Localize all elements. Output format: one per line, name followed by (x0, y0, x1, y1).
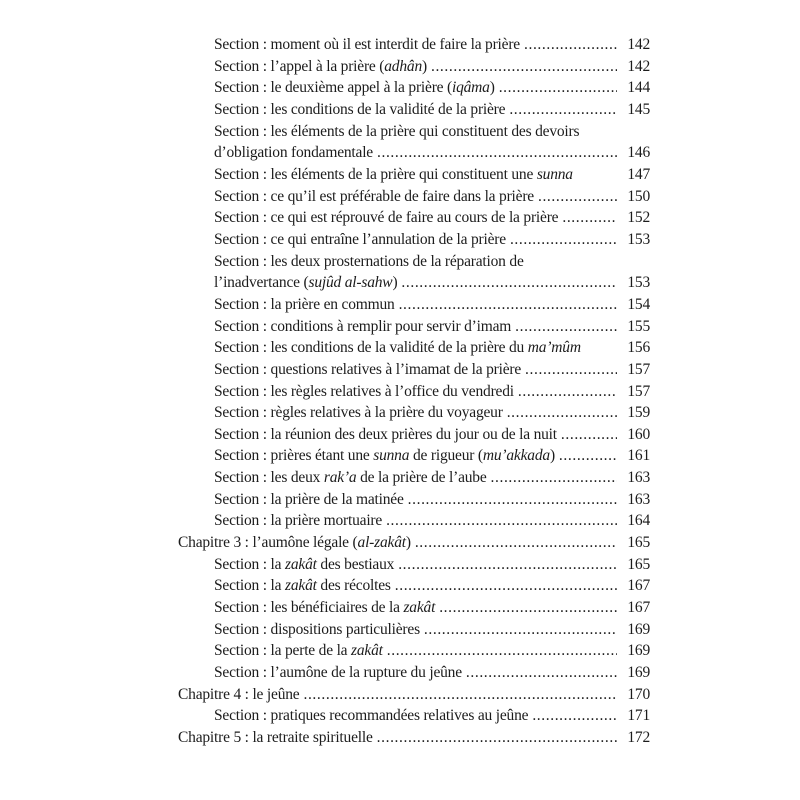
toc-page-number: 171 (627, 707, 650, 725)
toc-entry-text: Section : les conditions de la validité de la prière (214, 100, 506, 118)
toc-section-entry (178, 121, 650, 143)
toc-section-entry (178, 186, 650, 208)
toc-page-number: 165 (627, 534, 650, 552)
toc-page-number: 146 (627, 144, 650, 162)
dot-leader (491, 467, 617, 489)
dot-leader (408, 489, 617, 511)
dot-leader (538, 186, 617, 208)
toc-entry-text: Chapitre 3 : l’aumône légale (al-zakât) (178, 534, 411, 552)
toc-entry-text: Section : moment où il est interdit de faire la prière (214, 36, 520, 53)
toc-section-entry (178, 359, 650, 381)
toc-page-number: 157 (627, 360, 650, 378)
toc-entry-text: Section : questions relatives à l’imamat de la prière (214, 360, 522, 378)
dot-leader (377, 727, 617, 749)
toc-section-entry (178, 640, 650, 662)
toc-entry-text: Section : l’appel à la prière (adhân) (214, 57, 427, 75)
toc-section-entry (178, 164, 650, 186)
toc-page-number: 144 (627, 79, 650, 97)
toc-entry-text: Section : les éléments de la prière qui constituent des devoirs (214, 122, 580, 140)
toc-section-entry (178, 337, 650, 359)
dot-leader (399, 294, 617, 316)
toc-page-number: 156 (627, 339, 650, 357)
toc-page-number: 164 (627, 512, 650, 530)
dot-leader (386, 510, 617, 532)
toc-page-number: 167 (627, 577, 650, 595)
toc-page-number: 161 (627, 447, 650, 465)
dot-leader (415, 532, 617, 554)
toc-chapter-entry (178, 684, 650, 706)
toc-page-number: 169 (627, 664, 650, 682)
dot-leader (398, 554, 617, 576)
toc-section-entry (178, 510, 650, 532)
toc-entry-text: Section : pratiques recommandées relatives au jeûne (214, 707, 529, 725)
toc-page-number: 165 (627, 555, 650, 573)
toc-page-number: 169 (627, 620, 650, 638)
toc-page-number: 163 (627, 490, 650, 508)
toc-section-entry (178, 34, 650, 56)
toc-entry-text: Section : dispositions particulières (214, 620, 420, 638)
toc-section-entry (178, 554, 650, 576)
toc-section-entry (178, 99, 650, 121)
toc-entry-text: Chapitre 4 : le jeûne (178, 685, 300, 703)
table-of-contents (178, 34, 650, 749)
dot-leader (401, 272, 617, 294)
toc-entry-text: Section : l’aumône de la rupture du jeûne (214, 664, 462, 682)
toc-entry-text: Section : la prière de la matinée (214, 490, 404, 508)
dot-leader (532, 705, 617, 727)
toc-entry-text: Section : prières étant une sunna de rigueur (mu’akkada) (214, 447, 555, 465)
toc-section-entry (178, 489, 650, 511)
toc-page-number: 170 (627, 685, 650, 703)
dot-leader (303, 684, 617, 706)
toc-entry-text: Section : les règles relatives à l’office du vendredi (214, 382, 514, 400)
dot-leader (377, 142, 617, 164)
toc-chapter-entry (178, 532, 650, 554)
toc-entry-text: Section : ce qui entraîne l’annulation de la prière (214, 230, 506, 248)
toc-section-entry (178, 575, 650, 597)
toc-page-number: 154 (627, 295, 650, 313)
toc-page-number: 153 (627, 274, 650, 292)
toc-page-number: 163 (627, 469, 650, 487)
toc-page-number: 169 (627, 642, 650, 660)
toc-entry-text: Section : ce qu’il est préférable de faire dans la prière (214, 187, 534, 205)
dot-leader (387, 640, 617, 662)
toc-entry-text: Section : la réunion des deux prières du jour ou de la nuit (214, 425, 557, 443)
toc-entry-text: d’obligation fondamentale (214, 144, 373, 162)
toc-page-number: 159 (627, 404, 650, 422)
toc-entry-text: Section : la zakât des bestiaux (214, 555, 395, 573)
dot-leader (439, 597, 617, 619)
dot-leader (561, 424, 617, 446)
toc-section-entry-continuation (178, 272, 650, 294)
toc-section-entry (178, 77, 650, 99)
toc-page-number: 152 (627, 209, 650, 227)
dot-leader (562, 207, 617, 229)
toc-entry-text: Section : conditions à remplir pour servir d’imam (214, 317, 512, 335)
dot-leader (518, 381, 617, 403)
toc-page-number: 145 (627, 100, 650, 118)
toc-section-entry (178, 662, 650, 684)
toc-entry-text: l’inadvertance (sujûd al-sahw) (214, 274, 398, 292)
toc-section-entry (178, 424, 650, 446)
toc-entry-text: Section : la perte de la zakât (214, 642, 383, 660)
toc-page-number: 160 (627, 425, 650, 443)
toc-section-entry (178, 597, 650, 619)
toc-section-entry (178, 316, 650, 338)
toc-section-entry (178, 619, 650, 641)
toc-entry-text: Section : la zakât des récoltes (214, 577, 391, 595)
toc-entry-text: Section : le deuxième appel à la prière (iqâma) (214, 79, 495, 97)
toc-entry-text: Section : la prière en commun (214, 295, 395, 313)
toc-entry-text: Section : les bénéficiaires de la zakât (214, 599, 436, 617)
toc-section-entry (178, 251, 650, 273)
dot-leader (424, 619, 617, 641)
toc-entry-text: Section : la prière mortuaire (214, 512, 383, 530)
toc-section-entry (178, 56, 650, 78)
toc-section-entry (178, 229, 650, 251)
toc-entry-text: Section : ce qui est réprouvé de faire au cours de la prière (214, 209, 559, 227)
dot-leader (510, 229, 617, 251)
toc-section-entry-continuation (178, 142, 650, 164)
dot-leader (431, 56, 617, 78)
dot-leader (524, 34, 617, 56)
toc-entry-text: Section : les deux prosternations de la réparation de (214, 252, 524, 270)
dot-leader (515, 316, 617, 338)
toc-entry-text: Section : règles relatives à la prière du voyageur (214, 404, 503, 422)
toc-entry-text: Section : les deux rak’a de la prière de l’aube (214, 469, 487, 487)
toc-page-number: 147 (627, 165, 650, 183)
toc-chapter-entry (178, 727, 650, 749)
dot-leader (395, 575, 617, 597)
toc-page-number: 167 (627, 599, 650, 617)
dot-leader (466, 662, 617, 684)
dot-leader (499, 77, 617, 99)
dot-leader (525, 359, 617, 381)
toc-entry-text: Chapitre 5 : la retraite spirituelle (178, 729, 373, 746)
toc-entry-text: Section : les éléments de la prière qui constituent une sunna (214, 165, 573, 183)
toc-page-number: 153 (627, 230, 650, 248)
dot-leader (509, 99, 617, 121)
toc-section-entry (178, 467, 650, 489)
dot-leader (559, 445, 617, 467)
dot-leader (507, 402, 617, 424)
toc-page-number: 150 (627, 187, 650, 205)
toc-page-number: 142 (627, 57, 650, 75)
toc-entry-text: Section : les conditions de la validité de la prière du ma’mûm (214, 339, 581, 357)
toc-page-number: 142 (627, 36, 650, 53)
toc-section-entry (178, 381, 650, 403)
toc-section-entry (178, 445, 650, 467)
toc-page-number: 155 (627, 317, 650, 335)
toc-section-entry (178, 705, 650, 727)
toc-section-entry (178, 294, 650, 316)
toc-section-entry (178, 207, 650, 229)
toc-page-number: 172 (627, 729, 650, 746)
toc-page-number: 157 (627, 382, 650, 400)
toc-section-entry (178, 402, 650, 424)
